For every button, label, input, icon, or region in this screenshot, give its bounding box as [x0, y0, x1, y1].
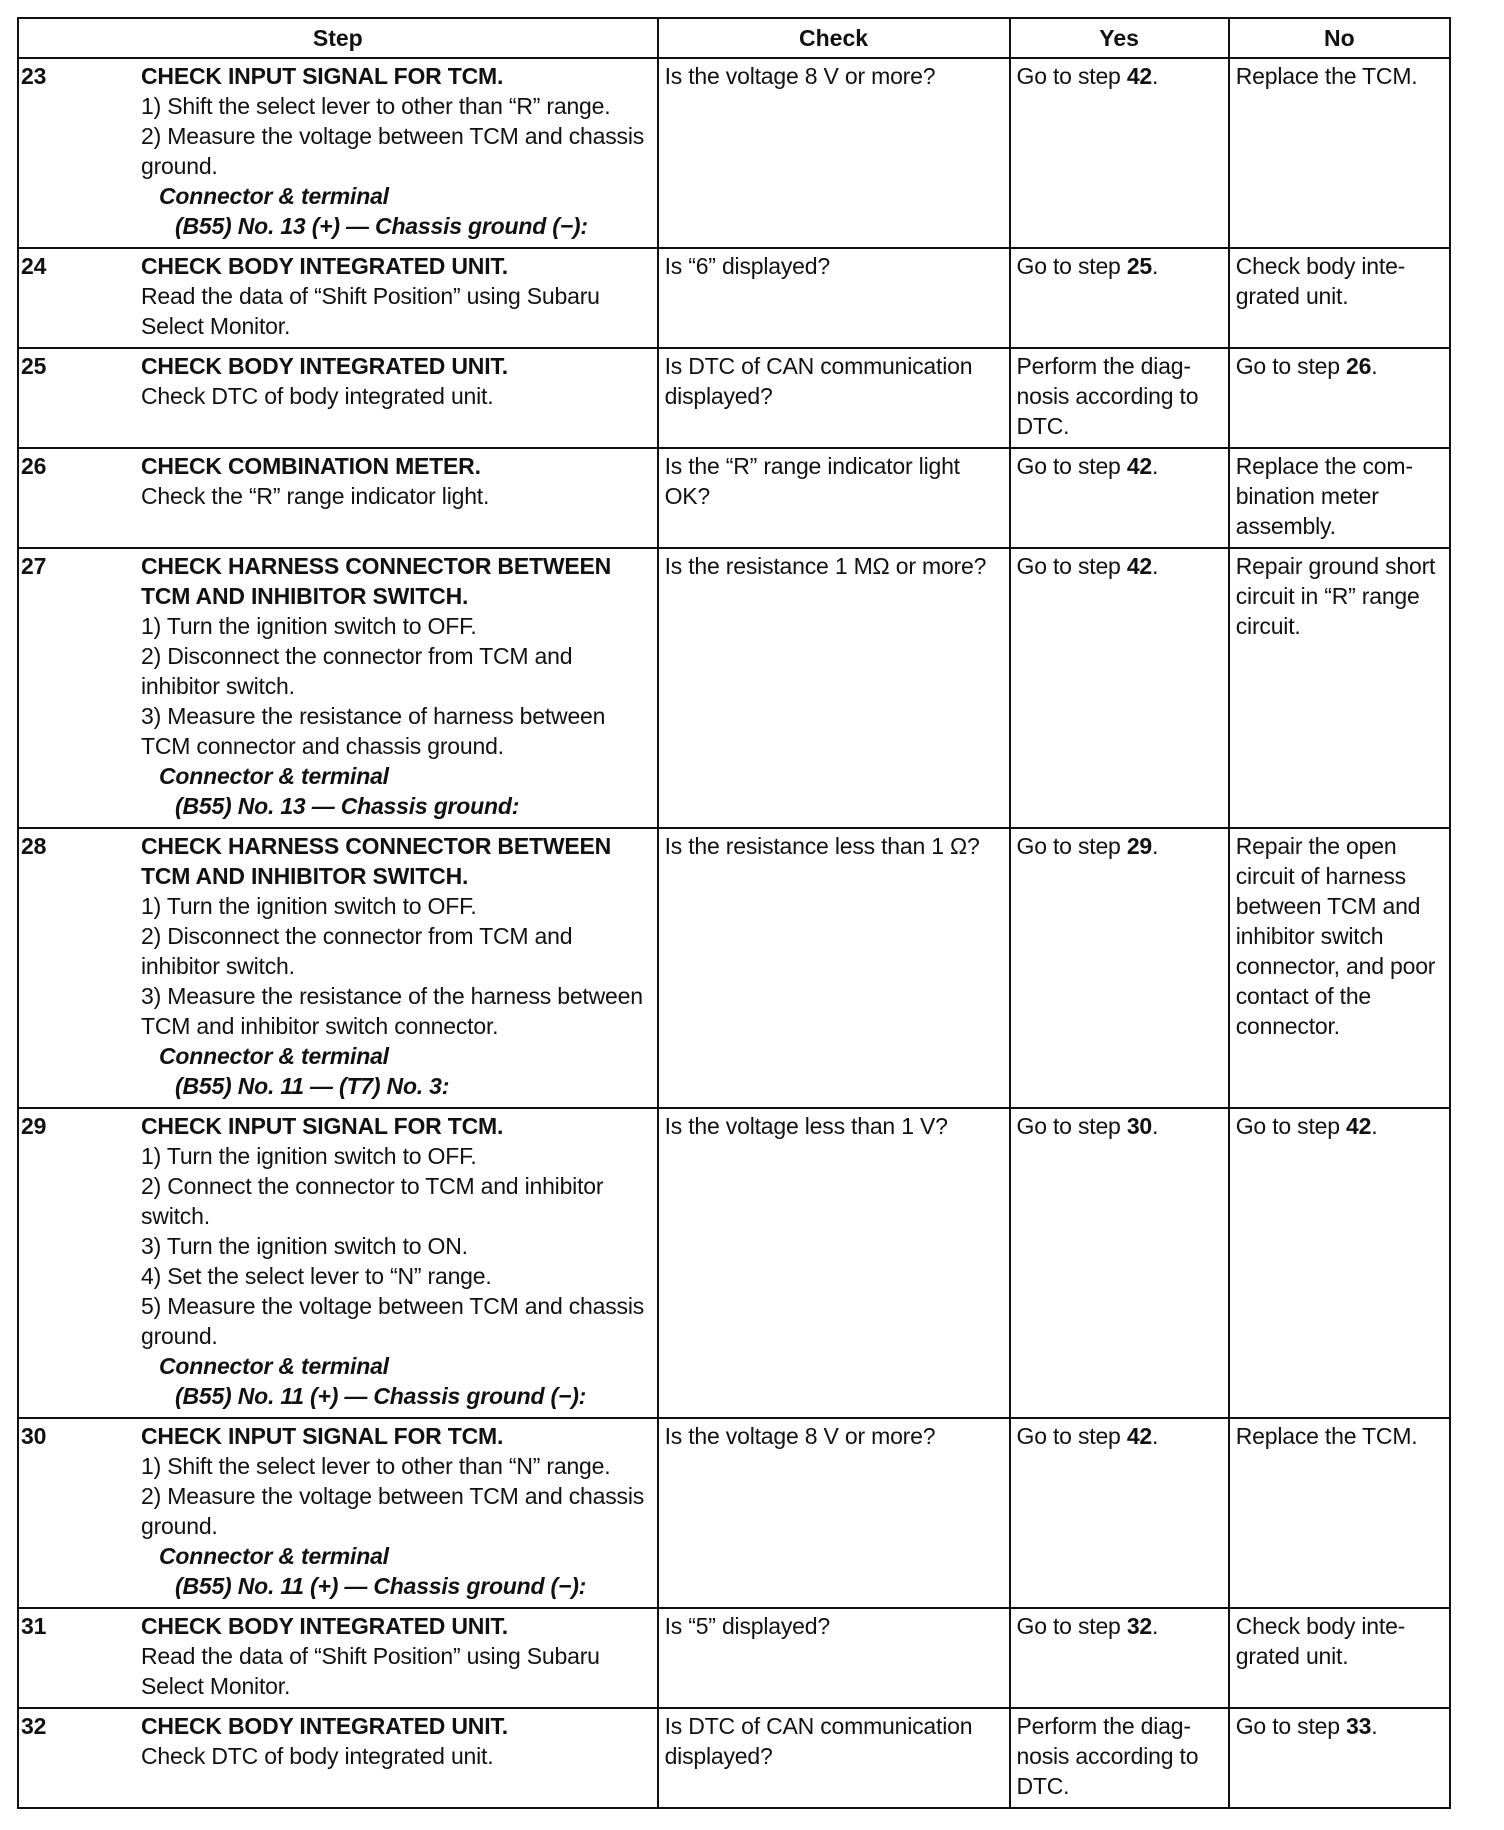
connector-terminal-value: (B55) No. 13 — Chassis ground:	[175, 793, 520, 819]
check-cell: Is the “R” range indicator light OK?	[658, 448, 1010, 548]
yes-step-number: 42	[1126, 453, 1153, 479]
step-instruction: Read the data of “Shift Position” using Subaru Select Monitor.	[141, 283, 600, 339]
diagnostic-sheet	[17, 17, 1451, 1809]
no-cell	[1229, 1418, 1450, 1608]
table-row	[18, 1108, 1450, 1418]
step-instruction: Check the “R” range indicator light.	[141, 483, 490, 509]
no-text: Replace the com-bination meter assembly.	[1235, 453, 1413, 539]
step-instruction: 2) Measure the voltage between TCM and chassis ground.	[141, 1483, 645, 1539]
yes-text: Perform the diag-nosis according to DTC.	[1016, 353, 1199, 439]
yes-text: Go to step	[1016, 1423, 1127, 1449]
diagnostic-table	[17, 17, 1451, 1809]
yes-cell	[1010, 1108, 1229, 1418]
yes-suffix: .	[1152, 253, 1159, 279]
step-instruction: 3) Measure the resistance of the harness between TCM and inhibitor switch connector.	[141, 983, 643, 1039]
table-row	[18, 248, 1450, 348]
step-content	[141, 1111, 653, 1411]
step-instruction: 5) Measure the voltage between TCM and chassis ground.	[141, 1293, 645, 1349]
check-cell: Is the resistance 1 MΩ or more?	[658, 548, 1010, 828]
connector-terminal-label: Connector & terminal	[159, 763, 389, 789]
no-step-number: 42	[1346, 1113, 1372, 1139]
yes-step-number: 30	[1126, 1113, 1153, 1139]
no-cell	[1229, 828, 1450, 1108]
yes-text: Go to step	[1016, 253, 1127, 279]
step-content	[141, 61, 653, 241]
yes-text: Go to step	[1016, 63, 1127, 89]
no-text: Check body inte-grated unit.	[1235, 1613, 1406, 1669]
no-suffix: .	[1371, 1113, 1378, 1139]
step-content	[141, 551, 653, 821]
check-cell: Is DTC of CAN communication displayed?	[658, 1708, 1010, 1808]
no-text: Replace the TCM.	[1235, 1423, 1418, 1449]
step-content	[141, 831, 653, 1101]
no-step-number: 26	[1346, 353, 1372, 379]
connector-terminal-value: (B55) No. 11 (+) — Chassis ground (−):	[175, 1573, 587, 1599]
no-cell	[1229, 1708, 1450, 1808]
check-cell: Is “5” displayed?	[658, 1608, 1010, 1708]
step-instruction: 1) Turn the ignition switch to OFF.	[141, 1143, 477, 1169]
yes-suffix: .	[1152, 63, 1159, 89]
step-title: CHECK INPUT SIGNAL FOR TCM.	[141, 1113, 504, 1139]
yes-suffix: .	[1152, 1423, 1159, 1449]
table-row	[18, 548, 1450, 828]
step-number: 30	[21, 1423, 47, 1449]
step-instruction: 2) Connect the connector to TCM and inhibitor switch.	[141, 1173, 604, 1229]
no-cell	[1229, 248, 1450, 348]
step-cell	[18, 1108, 658, 1418]
yes-text: Go to step	[1016, 1113, 1127, 1139]
header-row	[18, 18, 1450, 58]
step-instruction: 2) Disconnect the connector from TCM and inhibitor switch.	[141, 643, 573, 699]
step-cell	[18, 1708, 658, 1808]
step-instruction: 1) Shift the select lever to other than “N” range.	[141, 1453, 611, 1479]
step-title: CHECK INPUT SIGNAL FOR TCM.	[141, 63, 504, 89]
table-row	[18, 348, 1450, 448]
no-cell	[1229, 348, 1450, 448]
table-row	[18, 448, 1450, 548]
step-content	[141, 251, 653, 341]
table-body	[18, 58, 1450, 1808]
yes-cell	[1010, 58, 1229, 248]
step-instruction: 1) Shift the select lever to other than “R” range.	[141, 93, 611, 119]
no-text: Check body inte-grated unit.	[1235, 253, 1406, 309]
yes-cell	[1010, 1418, 1229, 1608]
step-content	[141, 1611, 653, 1701]
step-title: CHECK BODY INTEGRATED UNIT.	[141, 253, 508, 279]
table-row	[18, 1418, 1450, 1608]
step-content	[141, 1711, 653, 1771]
table-row	[18, 828, 1450, 1108]
step-instruction: Read the data of “Shift Position” using Subaru Select Monitor.	[141, 1643, 600, 1699]
step-cell	[18, 1418, 658, 1608]
step-instruction: 2) Measure the voltage between TCM and chassis ground.	[141, 123, 645, 179]
step-instruction: 3) Measure the resistance of harness between TCM connector and chassis ground.	[141, 703, 606, 759]
step-cell	[18, 1608, 658, 1708]
yes-step-number: 42	[1126, 1423, 1153, 1449]
step-instruction: 1) Turn the ignition switch to OFF.	[141, 893, 477, 919]
yes-cell	[1010, 248, 1229, 348]
no-cell	[1229, 448, 1450, 548]
step-instruction: 2) Disconnect the connector from TCM and inhibitor switch.	[141, 923, 573, 979]
yes-text: Go to step	[1016, 833, 1127, 859]
no-text: Repair ground short circuit in “R” range circuit.	[1235, 553, 1436, 639]
step-instruction: 4) Set the select lever to “N” range.	[141, 1263, 492, 1289]
yes-text: Perform the diag-nosis according to DTC.	[1016, 1713, 1199, 1799]
step-instruction: 1) Turn the ignition switch to OFF.	[141, 613, 477, 639]
step-number: 27	[21, 553, 47, 579]
check-cell: Is the voltage 8 V or more?	[658, 1418, 1010, 1608]
connector-terminal-value: (B55) No. 11 (+) — Chassis ground (−):	[175, 1383, 587, 1409]
header-yes: Yes	[1010, 18, 1229, 58]
check-cell: Is the voltage 8 V or more?	[658, 58, 1010, 248]
connector-terminal-label: Connector & terminal	[159, 1043, 389, 1069]
yes-step-number: 42	[1126, 553, 1153, 579]
table-row	[18, 1708, 1450, 1808]
connector-terminal-label: Connector & terminal	[159, 183, 389, 209]
step-cell	[18, 348, 658, 448]
no-text: Go to step	[1235, 1113, 1347, 1139]
yes-text: Go to step	[1016, 553, 1127, 579]
step-number: 25	[21, 353, 47, 379]
yes-text: Go to step	[1016, 1613, 1127, 1639]
yes-cell	[1010, 548, 1229, 828]
step-number: 31	[21, 1613, 47, 1639]
yes-cell	[1010, 1708, 1229, 1808]
step-content	[141, 351, 653, 411]
check-cell: Is the voltage less than 1 V?	[658, 1108, 1010, 1418]
step-number: 29	[21, 1113, 47, 1139]
yes-cell	[1010, 1608, 1229, 1708]
step-title: CHECK HARNESS CONNECTOR BETWEEN TCM AND INHIBITOR SWITCH.	[141, 833, 612, 889]
no-text: Replace the TCM.	[1235, 63, 1418, 89]
step-title: CHECK HARNESS CONNECTOR BETWEEN TCM AND INHIBITOR SWITCH.	[141, 553, 612, 609]
header-check: Check	[658, 18, 1010, 58]
step-cell	[18, 828, 658, 1108]
connector-terminal-value: (B55) No. 11 — (T7) No. 3:	[175, 1073, 450, 1099]
step-title: CHECK BODY INTEGRATED UNIT.	[141, 1613, 508, 1639]
yes-step-number: 25	[1126, 253, 1153, 279]
no-cell	[1229, 548, 1450, 828]
step-instruction: 3) Turn the ignition switch to ON.	[141, 1233, 468, 1259]
connector-terminal-value: (B55) No. 13 (+) — Chassis ground (−):	[175, 213, 588, 239]
no-suffix: .	[1371, 1713, 1378, 1739]
table-row	[18, 58, 1450, 248]
step-cell	[18, 248, 658, 348]
step-number: 26	[21, 453, 47, 479]
check-cell: Is “6” displayed?	[658, 248, 1010, 348]
step-instruction: Check DTC of body integrated unit.	[141, 383, 494, 409]
yes-step-number: 29	[1126, 833, 1153, 859]
step-title: CHECK BODY INTEGRATED UNIT.	[141, 353, 508, 379]
yes-text: Go to step	[1016, 453, 1127, 479]
connector-terminal-label: Connector & terminal	[159, 1543, 389, 1569]
yes-suffix: .	[1152, 833, 1159, 859]
no-suffix: .	[1371, 353, 1378, 379]
no-cell	[1229, 58, 1450, 248]
yes-suffix: .	[1152, 453, 1159, 479]
yes-cell	[1010, 448, 1229, 548]
check-cell: Is DTC of CAN communication displayed?	[658, 348, 1010, 448]
check-cell: Is the resistance less than 1 Ω?	[658, 828, 1010, 1108]
step-title: CHECK INPUT SIGNAL FOR TCM.	[141, 1423, 504, 1449]
no-cell	[1229, 1608, 1450, 1708]
step-number: 32	[21, 1713, 47, 1739]
step-number: 28	[21, 833, 47, 859]
connector-terminal-label: Connector & terminal	[159, 1353, 389, 1379]
step-instruction: Check DTC of body integrated unit.	[141, 1743, 494, 1769]
step-title: CHECK COMBINATION METER.	[141, 453, 481, 479]
no-text: Repair the open circuit of harness between TCM and inhibitor switch connector, and poor contact of the connector.	[1235, 833, 1436, 1039]
yes-cell	[1010, 828, 1229, 1108]
header-no: No	[1229, 18, 1450, 58]
yes-suffix: .	[1152, 553, 1159, 579]
yes-step-number: 32	[1126, 1613, 1153, 1639]
step-cell	[18, 448, 658, 548]
no-text: Go to step	[1235, 353, 1347, 379]
table-header	[18, 18, 1450, 58]
yes-cell	[1010, 348, 1229, 448]
step-title: CHECK BODY INTEGRATED UNIT.	[141, 1713, 508, 1739]
yes-step-number: 42	[1126, 63, 1153, 89]
step-number: 24	[21, 253, 47, 279]
step-content	[141, 1421, 653, 1601]
no-cell	[1229, 1108, 1450, 1418]
yes-suffix: .	[1152, 1613, 1159, 1639]
step-cell	[18, 58, 658, 248]
step-content	[141, 451, 653, 511]
no-text: Go to step	[1235, 1713, 1347, 1739]
step-cell	[18, 548, 658, 828]
step-number: 23	[21, 63, 47, 89]
no-step-number: 33	[1346, 1713, 1372, 1739]
header-step: Step	[18, 18, 658, 58]
table-row	[18, 1608, 1450, 1708]
yes-suffix: .	[1152, 1113, 1159, 1139]
